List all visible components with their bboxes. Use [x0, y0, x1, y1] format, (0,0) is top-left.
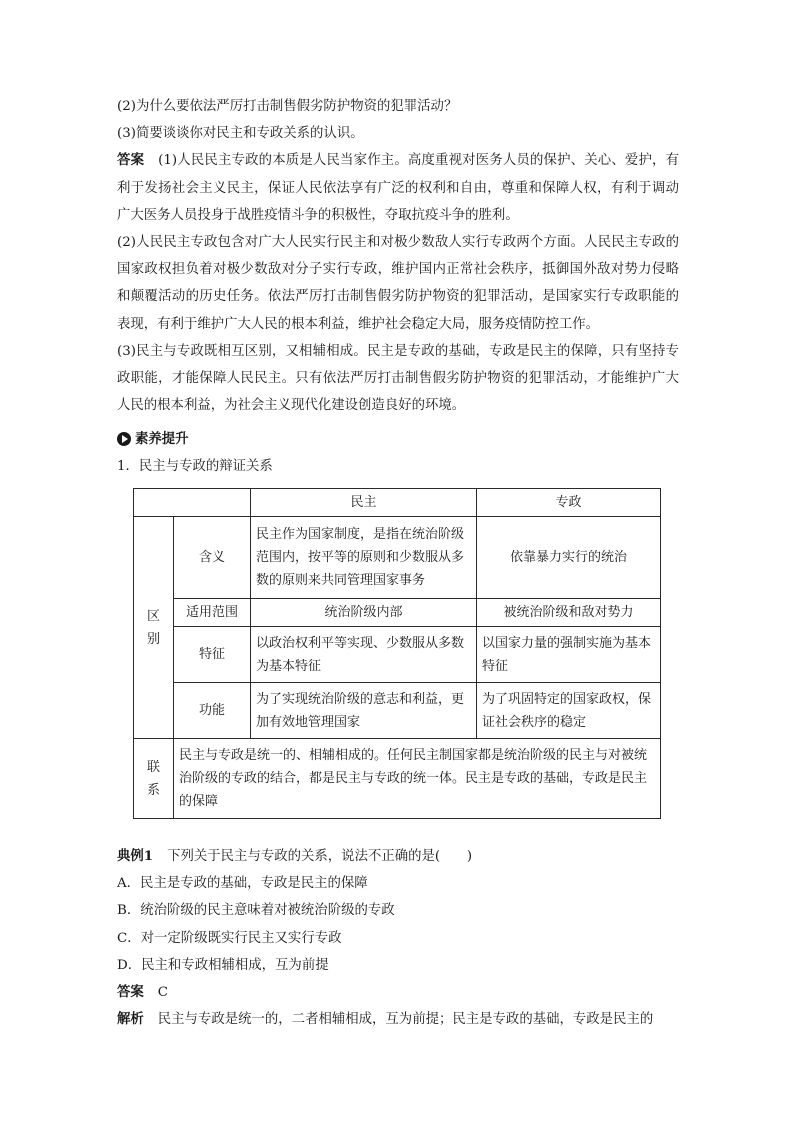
example-stem: 下列关于民主与专政的关系，说法不正确的是( ): [167, 849, 473, 864]
cell-democracy: 民主作为国家制度，是指在统治阶级范围内，按平等的原则和少数服从多数的原则来共同管理国家事务: [251, 517, 477, 599]
cell-democracy: 统治阶级内部: [251, 599, 477, 627]
answer-paragraph-1: [117, 147, 679, 229]
example-block: [117, 843, 679, 1033]
cell-democracy: 为了实现统治阶级的意志和利益，更加有效地管理国家: [251, 683, 477, 739]
comparison-table: [133, 488, 661, 819]
row-label: 含义: [174, 517, 251, 599]
header-dictatorship: 专政: [477, 489, 661, 517]
example-label: 典例1: [117, 848, 154, 864]
question-3: (3)简要谈谈你对民主和专政关系的认识。: [117, 126, 364, 142]
option-c: C．对一定阶级既实行民主又实行专政: [117, 930, 342, 946]
link-text-cell: 民主与专政是统一的、相辅相成的。任何民主制国家都是统治阶级的民主与对被统治阶级的专政的结合，都是民主与专政的统一体。民主是专政的基础，专政是民主的保障: [174, 739, 661, 819]
section-heading: [117, 425, 679, 453]
row-label: 适用范围: [174, 599, 251, 627]
answer-text-1: (1)人民民主专政的本质是人民当家作主。高度重视对医务人员的保护、关心、爱护，有利于发扬社会主义民主，保证人民依法享有广泛的权利和自由，尊重和保障人权，有利于调动广大医务人员投身于战胜疫情斗争的积极性，夺取抗疫斗争的胜利。: [117, 153, 680, 223]
section-subtitle: 1．民主与专政的辩证关系: [117, 459, 273, 475]
group-difference-char-1: 区: [146, 608, 160, 624]
table-header-row: [134, 489, 661, 517]
cell-dictatorship: 为了巩固特定的国家政权，保证社会秩序的稳定: [477, 683, 661, 739]
option-a: A．民主是专政的基础，专政是民主的保障: [117, 876, 368, 892]
example-stem-line: [117, 843, 679, 870]
example-analysis-label: 解析: [117, 1011, 144, 1028]
answer-paragraph-2: (2)人民民主专政包含对广大人民实行民主和对极少数敌人实行专政两个方面。人民民主专政的国家政权担负着对极少数敌对分子实行专政，维护国内正常社会秩序，抵御国外敌对势力侵略和颠覆活动的历史任务。依法严厉打击制售假劣防护物资的犯罪活动，是国家实行专政职能的表现，有利于维护广大人民的根本利益，维护社会稳定大局，服务疫情防控工作。: [117, 235, 679, 332]
table-row: [134, 517, 661, 599]
answer-label: 答案: [117, 152, 145, 169]
question-answer-block: [117, 93, 679, 479]
cell-dictatorship: 被统治阶级和敌对势力: [477, 599, 661, 627]
cell-democracy: 以政治权利平等实现、少数服从多数为基本特征: [251, 627, 477, 683]
group-difference-char-2: 别: [146, 631, 160, 647]
example-answer-value: C: [157, 985, 169, 1001]
cell-dictatorship: 以国家力量的强制实施为基本特征: [477, 627, 661, 683]
group-link: [134, 739, 174, 819]
option-d: D．民主和专政相辅相成，互为前提: [117, 957, 329, 973]
group-link-char-1: 联: [146, 759, 160, 775]
section-title: 素养提升: [135, 431, 189, 448]
group-difference: [134, 517, 174, 739]
example-analysis: [117, 1006, 679, 1033]
table-row: [134, 683, 661, 739]
table-link-row: [134, 739, 661, 819]
answer-paragraph-3: (3)民主与专政既相互区别，又相辅相成。民主是专政的基础，专政是民主的保障，只有坚持专政职能，才能保障人民民主。只有依法严厉打击制售假劣防护物资的犯罪活动，才能维护广大人民的根本利益，为社会主义现代化建设创造良好的环境。: [117, 343, 679, 414]
group-link-char-2: 系: [146, 782, 160, 798]
play-circle-icon: [117, 432, 131, 446]
question-2: (2)为什么要依法严厉打击制售假劣防护物资的犯罪活动？: [117, 99, 458, 114]
table-row: [134, 627, 661, 683]
example-answer: [117, 979, 679, 1006]
table-row: [134, 599, 661, 627]
row-label: 功能: [174, 683, 251, 739]
row-label: 特征: [174, 627, 251, 683]
example-analysis-text: 民主与专政是统一的，二者相辅相成，互为前提；民主是专政的基础，专政是民主的: [157, 1012, 654, 1028]
table-corner-cell: [134, 489, 251, 517]
cell-dictatorship: 依靠暴力实行的统治: [477, 517, 661, 599]
header-democracy: 民主: [251, 489, 477, 517]
option-b: B．统治阶级的民主意味着对被统治阶级的专政: [117, 903, 395, 919]
example-answer-label: 答案: [117, 984, 144, 1001]
